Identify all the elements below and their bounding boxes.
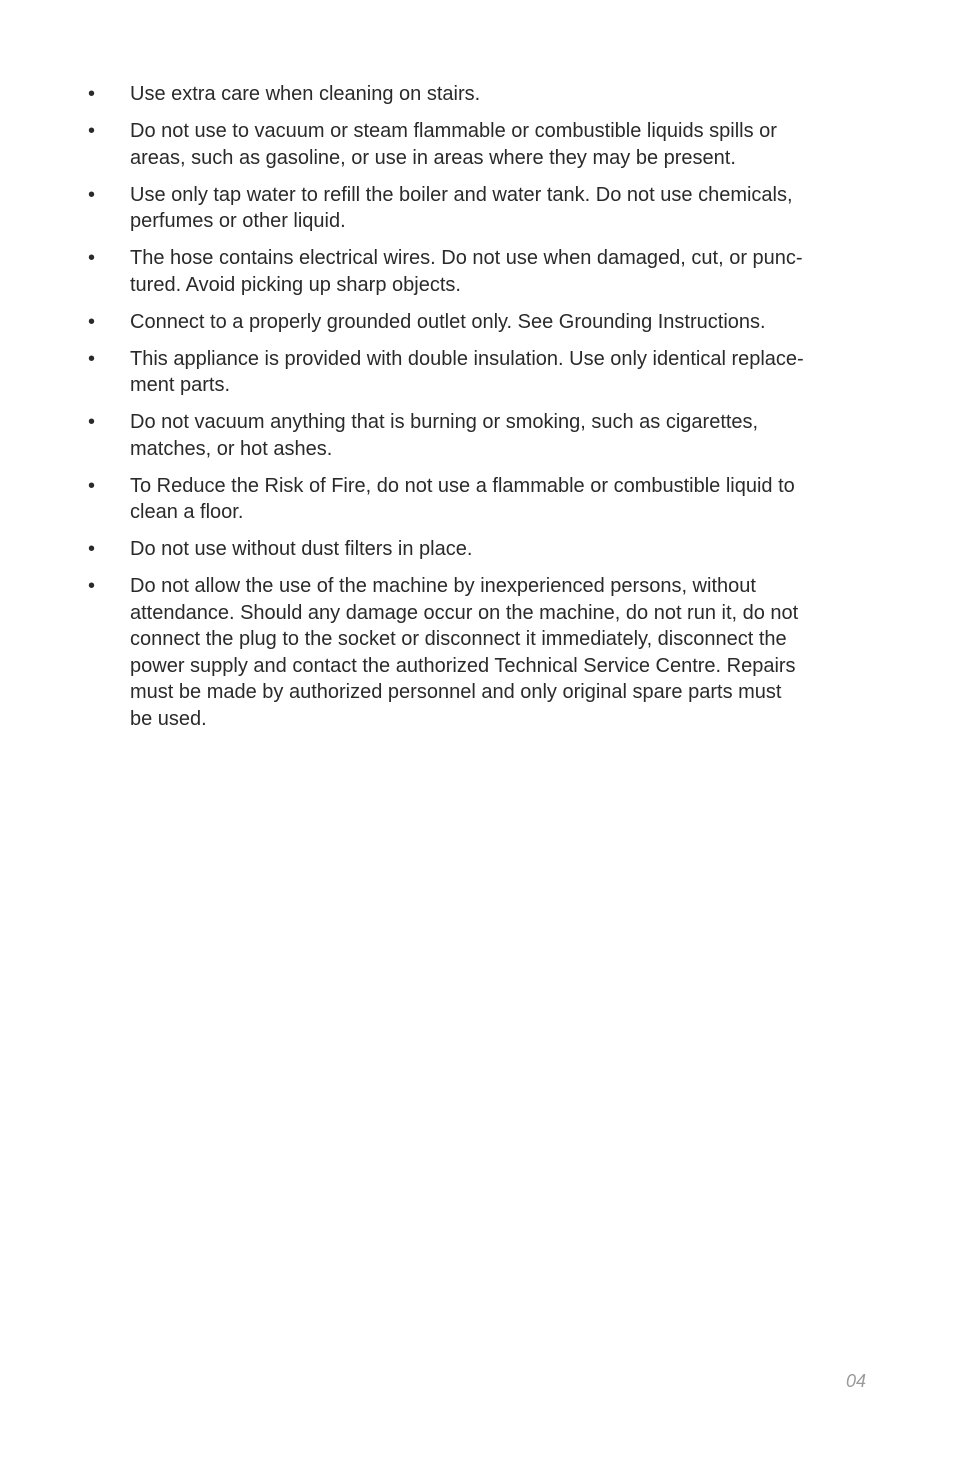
list-item xyxy=(88,409,878,462)
safety-bullet-list xyxy=(88,81,878,743)
list-item xyxy=(88,81,878,108)
page-number: 04 xyxy=(845,1371,866,1391)
bullet-icon: • xyxy=(88,247,96,269)
list-item xyxy=(88,309,878,336)
list-item-text: Do not use without dust filters in place. xyxy=(130,538,473,560)
list-item xyxy=(88,245,878,298)
list-item-text: To Reduce the Risk of Fire, do not use a flammable or combustible liquid to clean a floor. xyxy=(130,474,795,523)
bullet-icon: • xyxy=(88,310,96,333)
list-item-text: Do not allow the use of the machine by inexperienced persons, without attendance. Should any damage occur on the machine, do not run it, do not connect the plug to the socket or disconnect it immediately, disconnect the power supply and contact the authorized Technical Service Centre. Repairs must be made by authorized personnel and only original spare parts must be used. xyxy=(130,575,799,730)
list-item-text: This appliance is provided with double insulation. Use only identical replace- ment parts. xyxy=(130,347,804,396)
list-item xyxy=(88,118,878,171)
bullet-icon: • xyxy=(88,120,96,142)
list-item xyxy=(88,473,878,526)
bullet-icon: • xyxy=(88,411,96,433)
list-item-text: Do not vacuum anything that is burning or smoking, such as cigarettes, matches, or hot ashes. xyxy=(130,411,759,460)
list-item-text: Connect to a properly grounded outlet only. See Grounding Instructions. xyxy=(130,310,766,333)
list-item xyxy=(88,346,878,399)
list-item-text: The hose contains electrical wires. Do not use when damaged, cut, or punc- tured. Avoid picking up sharp objects. xyxy=(130,247,803,296)
bullet-icon: • xyxy=(88,347,96,370)
bullet-icon: • xyxy=(88,575,96,597)
list-item xyxy=(88,573,878,732)
bullet-icon: • xyxy=(88,183,96,206)
list-item xyxy=(88,182,878,235)
list-item-text: Use extra care when cleaning on stairs. xyxy=(130,83,481,105)
list-item-text: Use only tap water to refill the boiler and water tank. Do not use chemicals, perfumes or other liquid. xyxy=(130,183,793,232)
bullet-icon: • xyxy=(88,83,96,105)
list-item-text: Do not use to vacuum or steam flammable or combustible liquids spills or areas, such as gasoline, or use in areas where they may be present. xyxy=(130,120,777,169)
bullet-icon: • xyxy=(88,474,96,497)
bullet-icon: • xyxy=(88,538,96,560)
list-item xyxy=(88,536,878,563)
